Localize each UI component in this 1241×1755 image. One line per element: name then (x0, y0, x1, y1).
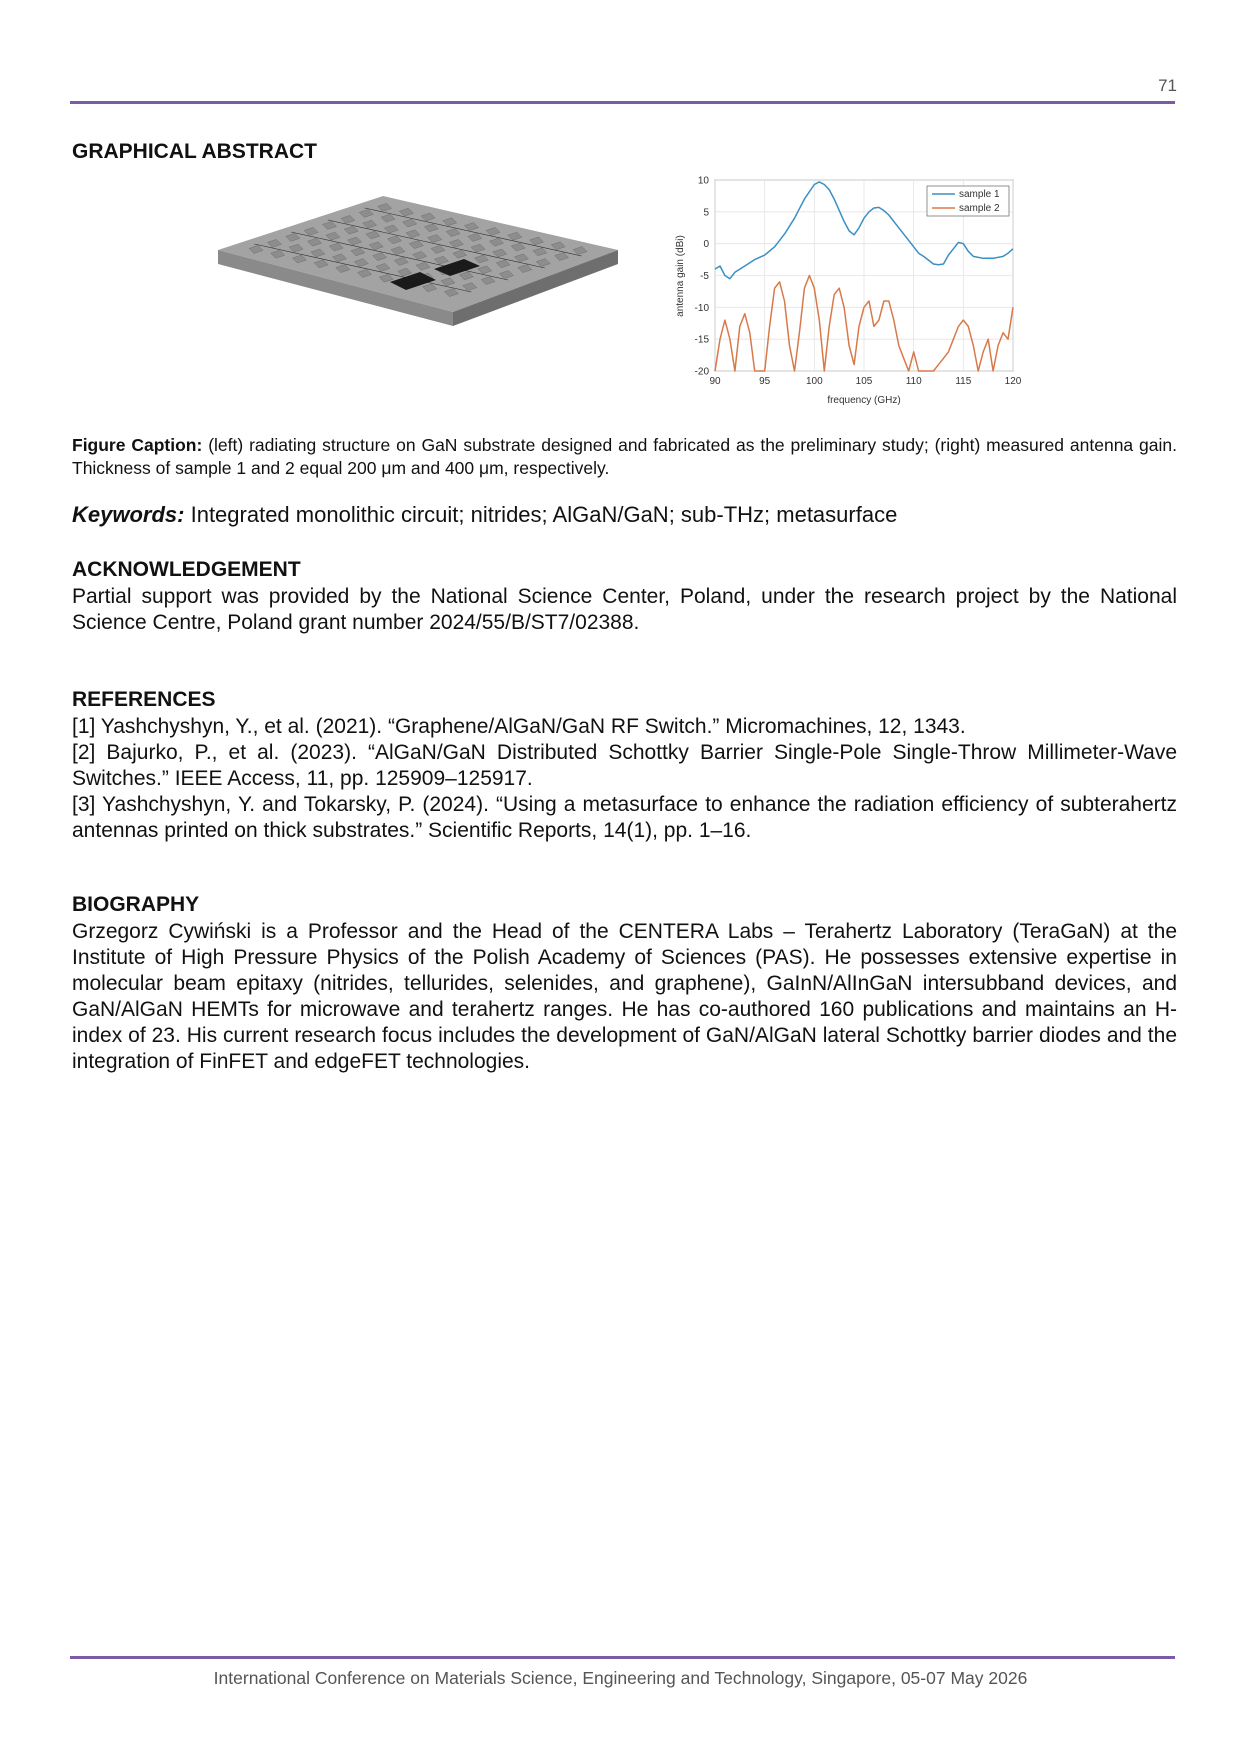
chart-legend (927, 186, 1009, 216)
x-tick-label: 110 (905, 376, 922, 387)
biography-text: Grzegorz Cywiński is a Professor and the Head of the CENTERA Labs – Terahertz Laboratory (TeraGaN) at the Institute of High Pressure Physics of the Polish Academy of Sciences (PAS). He possesses extensive expertise in molecular beam epitaxy (nitrides, tellurides, selenides, and graphene), GaInN/AlInGaN intersubband devices, and GaN/AlGaN HEMTs for microwave and terahertz ranges. He has co-authored 160 publications and maintains an H-index of 23. His current research focus includes the development of GaN/AlGaN lateral Schottky barrier diodes and the integration of FinFET and edgeFET technologies. (72, 920, 1177, 1073)
keywords-label: Keywords: (72, 502, 185, 527)
x-axis-label: frequency (GHz) (827, 395, 901, 406)
x-tick-label: 90 (709, 376, 721, 387)
legend-label-sample-2: sample 2 (959, 203, 1000, 214)
graphical-abstract-heading: GRAPHICAL ABSTRACT (72, 140, 317, 163)
page-number: 71 (1158, 76, 1177, 95)
x-tick-label: 100 (805, 376, 823, 387)
gan-substrate-figure (218, 196, 618, 376)
header-rule (70, 101, 1175, 104)
y-tick-label: 5 (703, 207, 709, 219)
biography-heading: BIOGRAPHY (72, 893, 200, 916)
y-tick-label: -20 (694, 366, 709, 378)
y-tick-labels (695, 176, 710, 378)
acknowledgement-heading: ACKNOWLEDGEMENT (72, 558, 301, 581)
figure-caption (72, 434, 1177, 480)
footer-text: International Conference on Materials Science, Engineering and Technology, Singapore, 05-07 May 2026 (213, 1668, 1028, 1688)
reference-item: [1] Yashchyshyn, Y., et al. (2021). “Graphene/AlGaN/GaN RF Switch.” Micromachines, 12, 1343. (72, 715, 966, 738)
y-tick-label: -15 (694, 334, 709, 346)
antenna-gain-chart (665, 172, 1035, 412)
y-tick-label: -10 (694, 302, 709, 314)
caption-text: (left) radiating structure on GaN substrate designed and fabricated as the preliminary study; (right) measured antenna gain. Thickness of sample 1 and 2 equal 200 μm and 400 μm, respectively. (72, 435, 1177, 478)
references-heading: REFERENCES (72, 688, 216, 711)
reference-item: [2] Bajurko, P., et al. (2023). “AlGaN/GaN Distributed Schottky Barrier Single-Pole Single-Throw Millimeter-Wave Switches.” IEEE Access, 11, pp. 125909–125917. (72, 741, 1177, 790)
y-tick-label: -5 (700, 271, 709, 282)
x-tick-labels (709, 376, 1021, 387)
x-tick-label: 105 (855, 376, 873, 387)
x-tick-label: 95 (759, 376, 771, 387)
y-tick-label: 10 (697, 175, 709, 187)
y-tick-label: 0 (703, 239, 709, 251)
legend-label-sample-1: sample 1 (959, 189, 1000, 200)
references-list (72, 714, 1177, 844)
acknowledgement-text: Partial support was provided by the National Science Center, Poland, under the research project by the National Science Centre, Poland grant number 2024/55/B/ST7/02388. (72, 585, 1177, 634)
footer-rule (70, 1656, 1175, 1659)
caption-label: Figure Caption: (72, 435, 203, 455)
reference-item: [3] Yashchyshyn, Y. and Tokarsky, P. (2024). “Using a metasurface to enhance the radiation efficiency of subterahertz antennas printed on thick substrates.” Scientific Reports, 14(1), pp. 1–16. (72, 793, 1177, 842)
keywords (72, 502, 1177, 528)
keywords-text: Integrated monolithic circuit; nitrides; AlGaN/GaN; sub-THz; metasurface (184, 502, 898, 527)
y-axis-label: antenna gain (dBi) (675, 235, 686, 317)
x-tick-label: 120 (1004, 376, 1022, 387)
x-tick-label: 115 (955, 376, 972, 387)
